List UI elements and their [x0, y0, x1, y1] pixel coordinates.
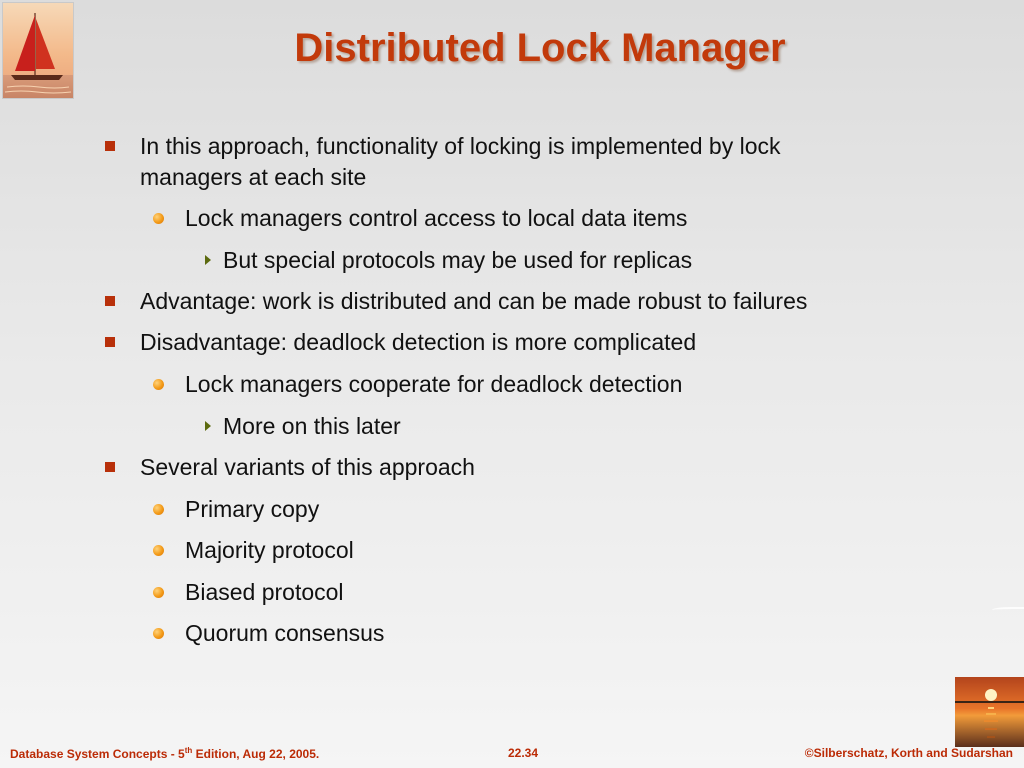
round-bullet-icon	[153, 213, 164, 224]
round-bullet-icon	[153, 379, 164, 390]
round-bullet-icon	[153, 587, 164, 598]
bullet-item-text: More on this later	[223, 413, 401, 439]
decorative-swoosh	[992, 607, 1024, 613]
bullet-item-text: Majority protocol	[185, 537, 354, 563]
round-bullet-icon	[153, 628, 164, 639]
square-bullet-icon	[105, 337, 115, 347]
bullet-item-text: In this approach, functionality of locking is implemented by lock	[140, 133, 781, 159]
footer-left-sup: th	[184, 746, 193, 755]
footer-left-prefix: Database System Concepts - 5	[10, 747, 185, 761]
bullet-item-text: Disadvantage: deadlock detection is more complicated	[140, 329, 697, 355]
sunset-logo	[955, 677, 1024, 747]
bullet-item-text: Advantage: work is distributed and can be made robust to failures	[140, 288, 808, 314]
bullet-item-text: Primary copy	[185, 496, 320, 522]
arrow-bullet-icon	[205, 255, 211, 265]
square-bullet-icon	[105, 462, 115, 472]
footer-left-suffix: Edition, Aug 22, 2005.	[192, 747, 320, 761]
sunset-icon	[955, 677, 1024, 747]
bullet-item-text: But special protocols may be used for replicas	[223, 247, 693, 273]
bullet-item-text: Several variants of this approach	[140, 454, 475, 480]
square-bullet-icon	[105, 296, 115, 306]
bullet-item-text: Lock managers control access to local data items	[185, 205, 688, 231]
arrow-bullet-icon	[205, 421, 211, 431]
footer-copyright: ©Silberschatz, Korth and Sudarshan	[804, 746, 1013, 760]
slide-title: Distributed Lock Manager	[294, 26, 786, 70]
bullet-item-text: managers at each site	[140, 164, 367, 190]
bullet-item-text: Biased protocol	[185, 579, 344, 605]
footer-course-info	[10, 746, 319, 761]
footer-page-number: 22.34	[508, 746, 539, 760]
round-bullet-icon	[153, 545, 164, 556]
round-bullet-icon	[153, 504, 164, 515]
bullet-item-text: Lock managers cooperate for deadlock detection	[185, 371, 683, 397]
bullet-item-text: Quorum consensus	[185, 620, 385, 646]
square-bullet-icon	[105, 141, 115, 151]
